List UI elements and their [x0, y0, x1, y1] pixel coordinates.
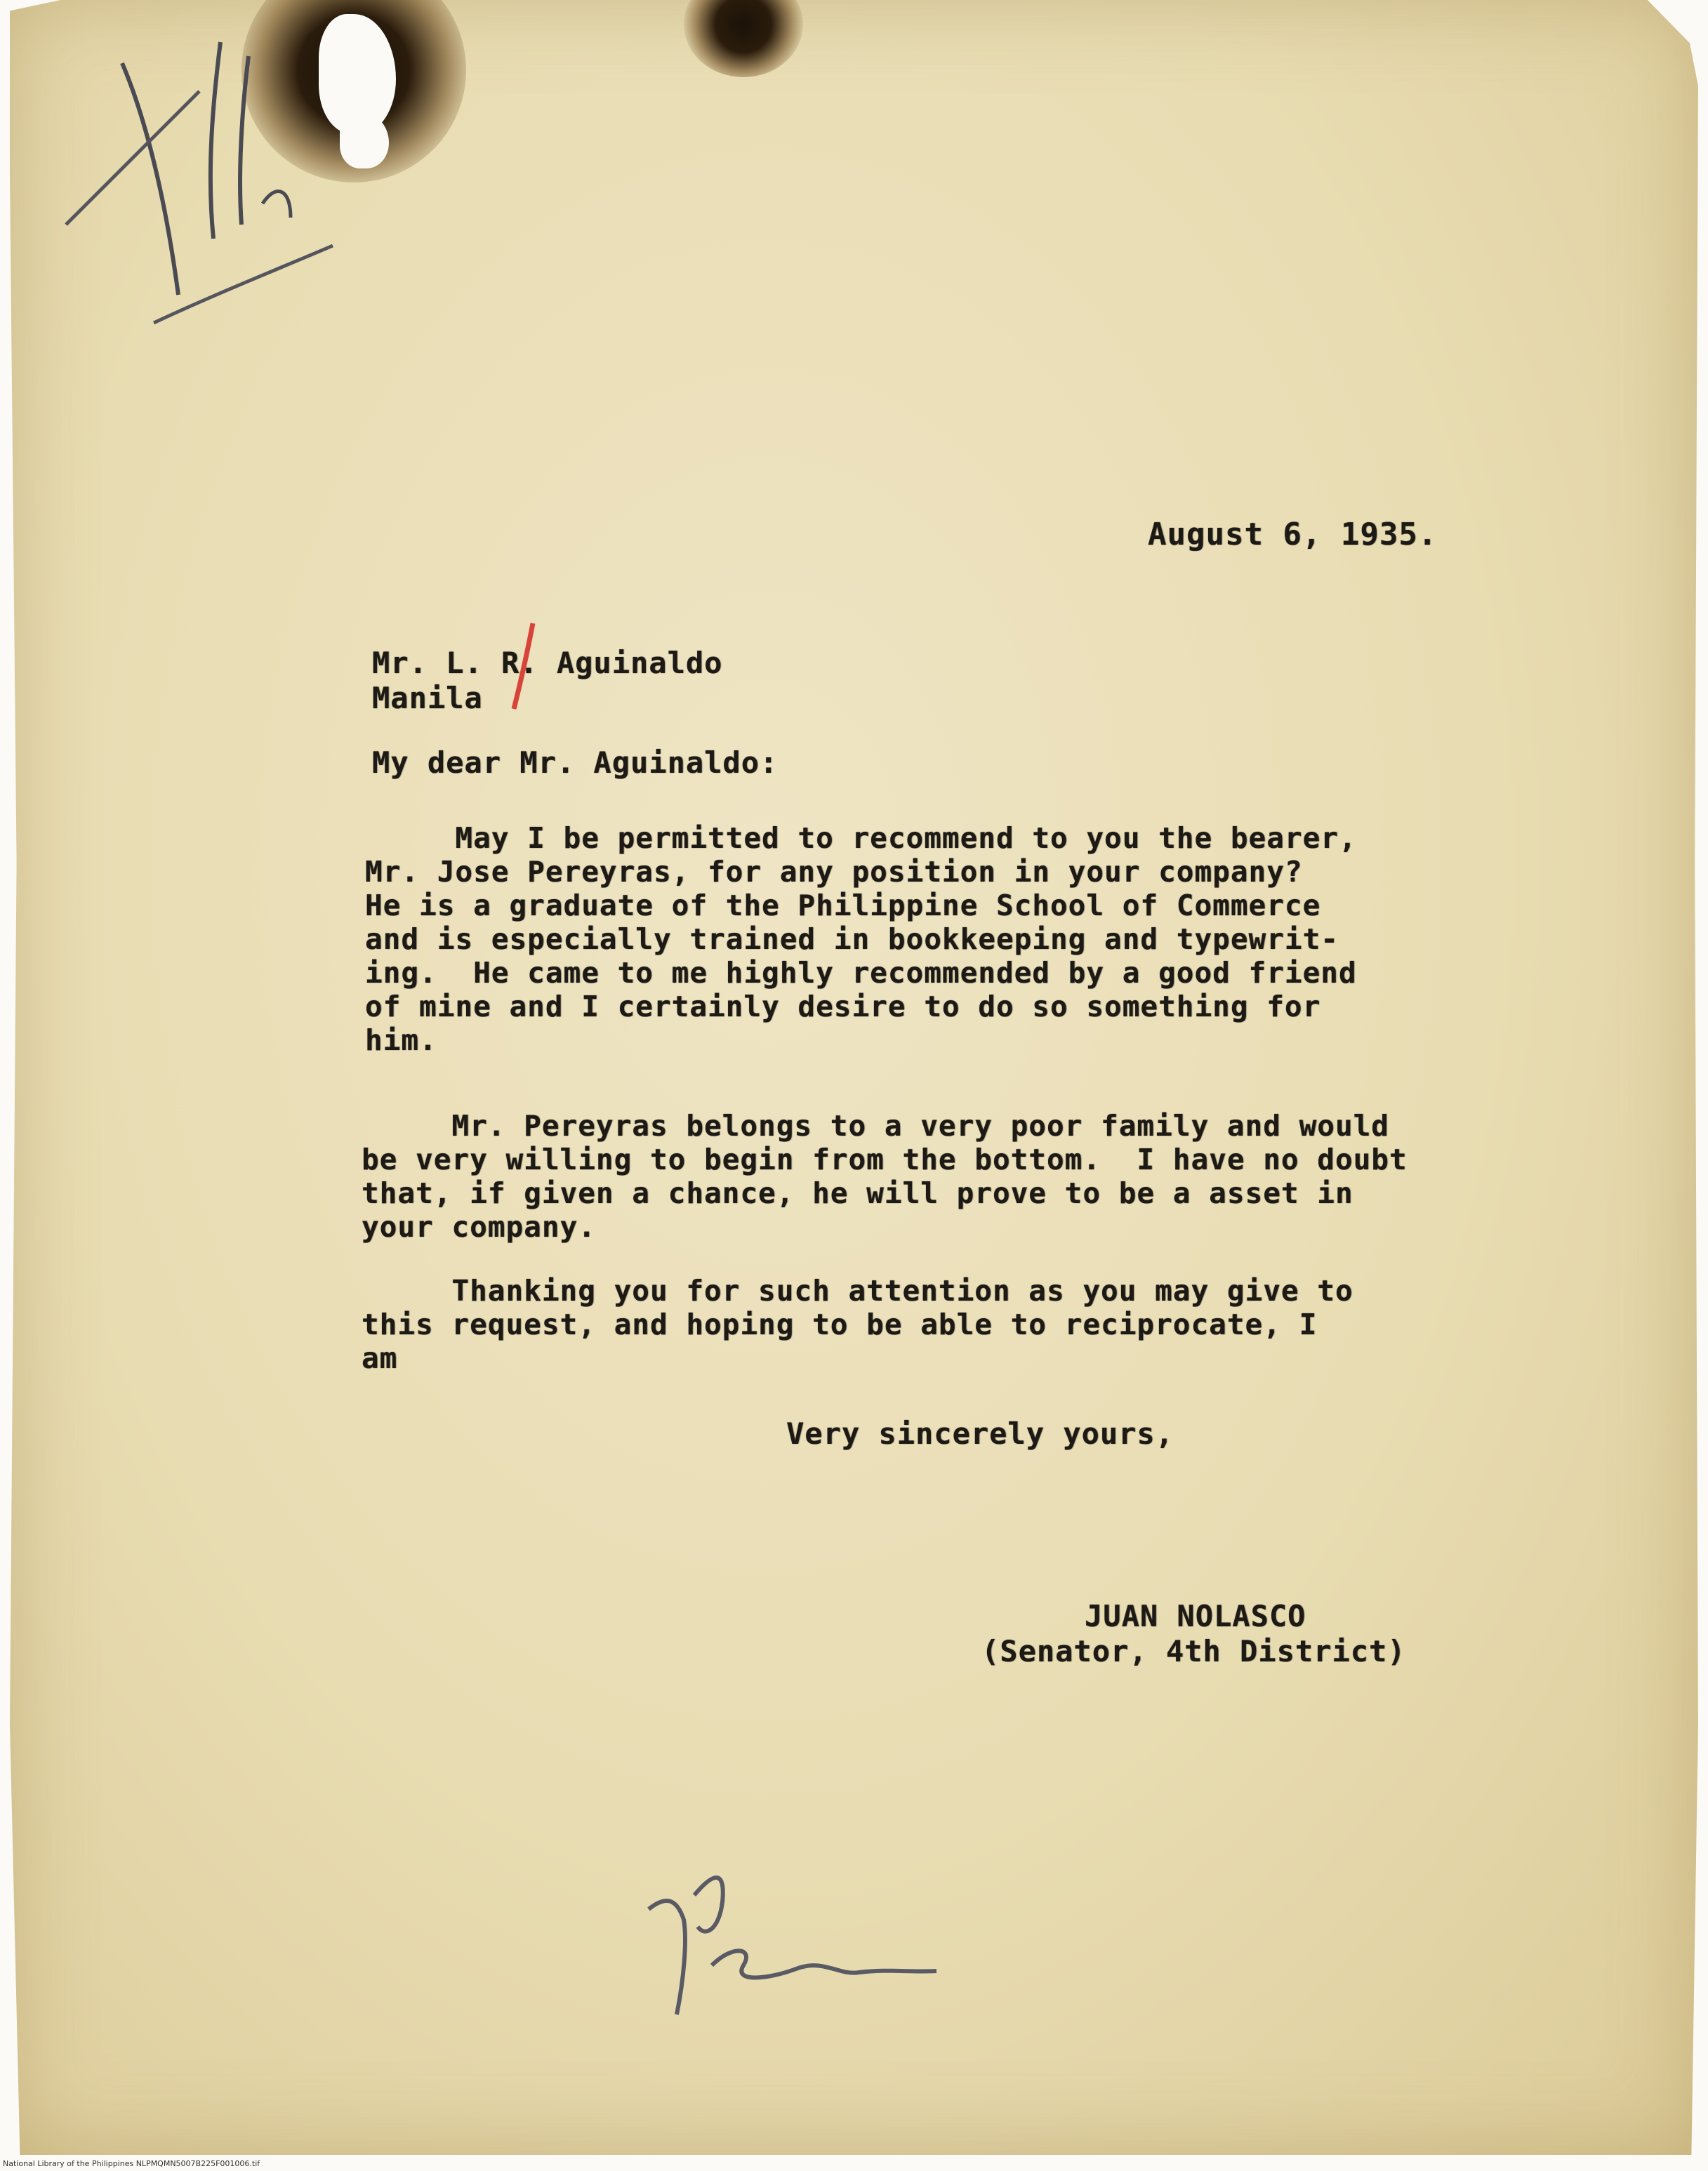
paragraph-line: this request, and hoping to be able to reciprocate, I	[362, 1308, 1318, 1341]
signer-name: JUAN NOLASCO	[1085, 1599, 1306, 1633]
paragraph-line: be very willing to begin from the bottom. I have no doubt	[362, 1143, 1408, 1176]
paragraph-line: that, if given a chance, he will prove to be a asset in	[362, 1176, 1353, 1210]
handwritten-file-note	[38, 14, 403, 379]
paragraph-line: Mr. Pereyras belongs to a very poor family and would	[362, 1109, 1389, 1143]
letter-date: August 6, 1935.	[1148, 517, 1438, 552]
paragraph-line: your company.	[362, 1210, 596, 1244]
signer-title: (Senator, 4th District)	[981, 1634, 1406, 1668]
paragraph-line: and is especially trained in bookkeeping and typewrit-	[365, 922, 1339, 956]
paragraph-line: Mr. Jose Pereyras, for any position in your company?	[365, 855, 1303, 889]
addressee-name: Mr. L. R. Aguinaldo	[372, 646, 723, 680]
closing: Very sincerely yours,	[786, 1416, 1174, 1451]
paragraph-line: May I be permitted to recommend to you the bearer,	[365, 821, 1357, 855]
paragraph-line: him.	[365, 1023, 437, 1057]
burn-mark	[684, 0, 803, 77]
paragraph-line: He is a graduate of the Philippine School of Commerce	[365, 889, 1321, 922]
addressee-city: Manila	[372, 681, 483, 715]
paragraph-line: of mine and I certainly desire to do so something for	[365, 990, 1321, 1023]
paragraph-line: ing. He came to me highly recommended by a good friend	[365, 956, 1357, 990]
archive-caption: National Library of the Philippines NLPMQMN5007B225F001006.tif	[3, 2159, 260, 2168]
salutation: My dear Mr. Aguinaldo:	[372, 745, 779, 780]
paragraph-line: am	[362, 1341, 398, 1375]
paper-sheet	[10, 0, 1698, 2155]
paragraph-line: Thanking you for such attention as you may give to	[362, 1274, 1353, 1308]
handwritten-initials	[628, 1853, 951, 2036]
